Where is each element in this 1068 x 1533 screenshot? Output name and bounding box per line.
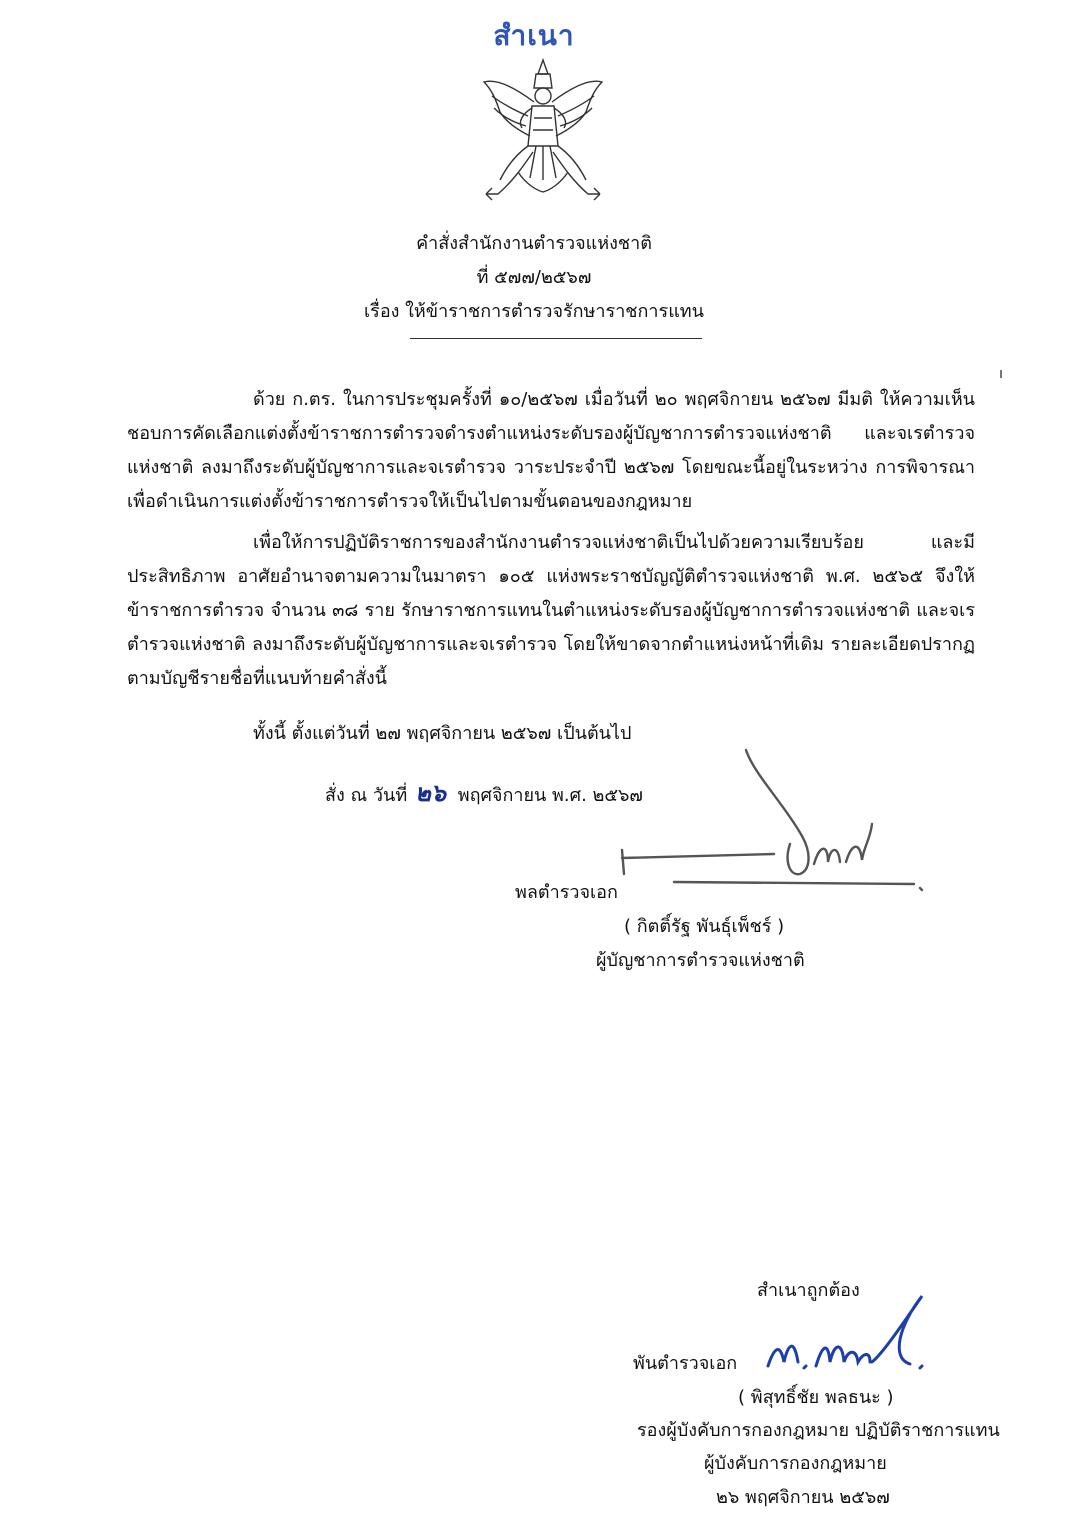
handwritten-day: ๒๖ [414, 778, 446, 807]
signature-commissioner [614, 744, 924, 904]
certified-copy-label: สำเนาถูกต้อง [757, 1280, 860, 1301]
margin-mark [1000, 370, 1002, 378]
certifier-rank: พันตำรวจเอก [633, 1353, 738, 1374]
certifier-position-2: ผู้บังคับการกองกฎหมาย [704, 1453, 887, 1474]
signatory-position: ผู้บัญชาการตำรวจแห่งชาติ [596, 950, 805, 971]
signatory-rank: พลตำรวจเอก [515, 882, 618, 903]
order-date-line [325, 773, 643, 812]
paragraph-1-text: ด้วย ก.ตร. ในการประชุมครั้งที่ ๑๐/๒๕๖๗ เมื่อวันที่ ๒๐ พฤศจิกายน ๒๕๖๗ มีมติ ให้ความเห็นชอบการคัดเลือกแต่งตั้งข้าราชการตำรวจดำรงตำแหน่งระดับรองผู้บัญชาการตำรวจแห่งชาติ และจเรตำรวจแห่งชาติ ลงมาถึงระดับผู้บัญชาการและจเรตำรวจ วาระประจำปี ๒๕๖๗ โดยขณะนี้อยู่ในระหว่าง การพิจารณาเพื่อดำเนินการแต่งตั้งข้าราชการตำรวจให้เป็นไปตามขั้นตอนของกฎหมาย [127, 389, 975, 512]
signatory-name: ( กิตติ์รัฐ พันธุ์เพ็ชร์ ) [624, 916, 785, 937]
certifier-name: ( พิสุทธิ์ชัย พลธนะ ) [738, 1387, 894, 1408]
paragraph-2 [127, 526, 975, 696]
certification-date: ๒๖ พฤศจิกายน ๒๕๖๗ [716, 1487, 890, 1508]
signature-certifier [760, 1288, 930, 1383]
order-title: คำสั่งสำนักงานตำรวจแห่งชาติ [416, 233, 652, 254]
order-date-prefix: สั่ง ณ วันที่ [325, 785, 408, 806]
copy-stamp: สำเนา [493, 19, 575, 52]
effective-date-line: ทั้งนี้ ตั้งแต่วันที่ ๒๗ พฤศจิกายน ๒๕๖๗ เป็นต้นไป [253, 723, 632, 744]
certifier-position-1: รองผู้บังคับการกองกฎหมาย ปฏิบัติราชการแทน [637, 1420, 1000, 1441]
order-subject: เรื่อง ให้ข้าราชการตำรวจรักษาราชการแทน [364, 301, 704, 322]
header-divider [410, 338, 702, 339]
paragraph-1 [127, 383, 975, 519]
garuda-emblem-icon [478, 56, 608, 204]
order-number: ที่ ๕๗๗/๒๕๖๗ [476, 267, 592, 288]
paragraph-2-text: เพื่อให้การปฏิบัติราชการของสำนักงานตำรวจแห่งชาติเป็นไปด้วยความเรียบร้อย และมีประสิทธิภาพ อาศัยอำนาจตามความในมาตรา ๑๐๕ แห่งพระราชบัญญัติตำรวจแห่งชาติ พ.ศ. ๒๕๖๕ จึงให้ข้าราชการตำรวจ จำนวน ๓๘ ราย รักษาราชการแทนในตำแหน่งระดับรองผู้บัญชาการตำรวจแห่งชาติ และจเรตำรวจแห่งชาติ ลงมาถึงระดับผู้บัญชาการและจเรตำรวจ โดยให้ขาดจากตำแหน่งหน้าที่เดิม รายละเอียดปรากฏตามบัญชีรายชื่อที่แนบท้ายคำสั่งนี้ [127, 532, 975, 689]
order-date-suffix: พฤศจิกายน พ.ศ. ๒๕๖๗ [457, 785, 643, 806]
